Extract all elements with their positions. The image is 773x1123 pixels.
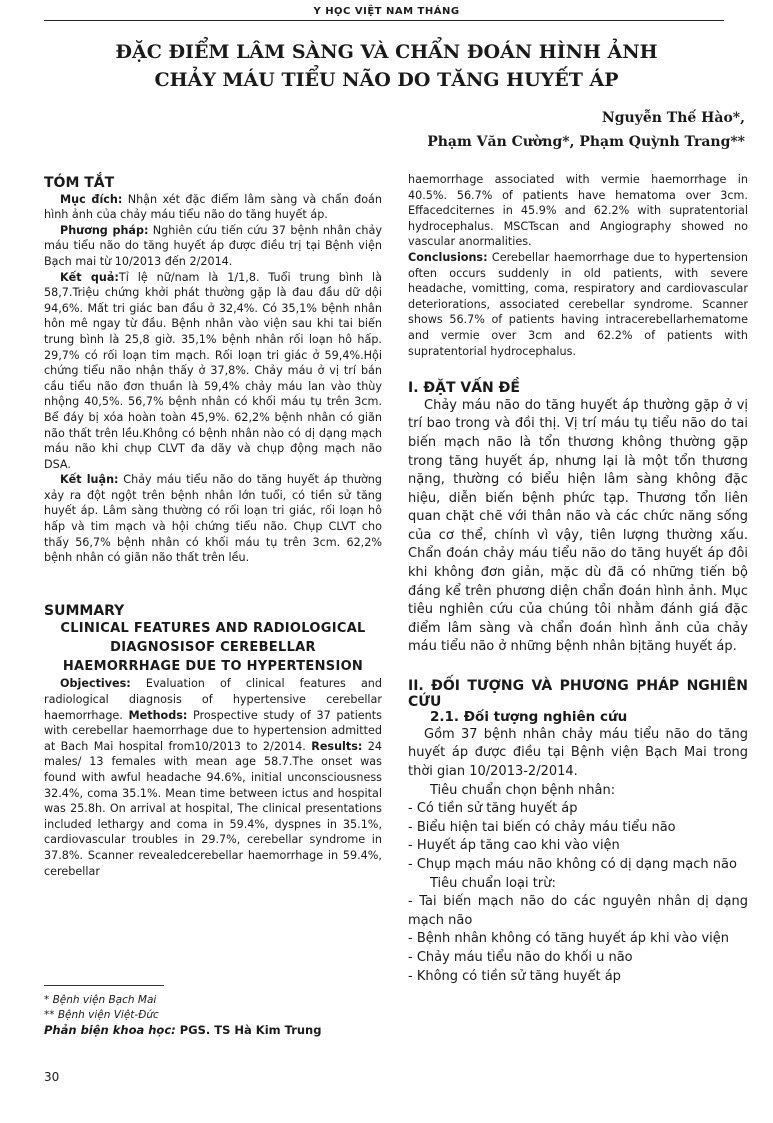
- footnote-rule: [44, 985, 164, 986]
- title-line-2: CHẢY MÁU TIỂU NÃO DO TĂNG HUYẾT ÁP: [154, 69, 619, 91]
- vn-method-label: Phương pháp:: [60, 223, 149, 237]
- section-2-1-heading: 2.1. Đối tượng nghiên cứu: [430, 709, 628, 726]
- vn-method: [44, 223, 382, 270]
- en-conclusions: [408, 250, 748, 359]
- exclusion-item: - Không có tiền sử tăng huyết áp: [408, 968, 621, 984]
- vn-results-text: Tỉ lệ nữ/nam là 1/1,8. Tuổi trung bình là 58,7.Triệu chứng khởi phát thường gặp là đau đầu dữ dội 94,6%. Mất tri giác ban đầu ở 32,4%. Có 35,1% bệnh nhân hôn mê ngay từ đầu. Bệnh nhân vào viện sau khi tai biến trung bình là 25,8 giờ. 35,1% bệnh nhân rối loạn hô hấp. 29,7% có rối loạn tim mạch. Rối loạn tri giác ở 59,4%.Hội chứng tiểu não nhận thấy ở 37,8%. Chảy máu ở vị trí bán cầu tiểu não đơn thuần là 59,4% chảy máu lan vào thùy nhộng 40,5%. 56,7% bệnh nhân có khối máu tụ trên 3cm. Bể đáy bị xóa hoàn toàn 45,9%. 62,2% bệnh nhân có giãn não thất trên lều.Không có bệnh nhân nào có dị dạng mạch máu não khi chụp CLVT đa dãy và chụp động mạch não DSA.: [44, 270, 382, 471]
- footnote-2: ** Bệnh viện Việt-Đức: [44, 1009, 159, 1021]
- en-methods-label: Methods:: [128, 708, 188, 722]
- en-conclusions-label: Conclusions:: [408, 250, 488, 264]
- en-objectives: [44, 676, 382, 879]
- en-title-line-1: CLINICAL FEATURES AND RADIOLOGICAL: [60, 621, 366, 637]
- inclusion-item: - Biểu hiện tai biến có chảy máu tiểu não: [408, 819, 676, 835]
- vn-objective-label: Mục đích:: [60, 192, 123, 206]
- vn-objective: [44, 192, 382, 223]
- vn-results: [44, 270, 382, 473]
- en-objectives-text: Evaluation of clinical features and radiological diagnosis of hypertensive cerebellar haemorrhage.: [44, 677, 382, 722]
- vn-method-text: Nghiên cứu tiến cứu 37 bệnh nhân chảy máu tiểu não do tăng huyết áp được điều trị tại Bệnh viện Bạch mai từ 10/2013 đến 2/2014.: [44, 223, 382, 268]
- header-rule: [44, 20, 724, 21]
- exclusion-item: - Chảy máu tiểu não do khối u não: [408, 949, 633, 965]
- inclusion-item: - Chụp mạch máu não không có dị dạng mạch não: [408, 856, 737, 872]
- en-objectives-label: Objectives:: [60, 677, 131, 691]
- vn-abstract-heading: TÓM TẮT: [44, 175, 115, 191]
- right-column: [408, 172, 748, 986]
- footnote-1: * Bệnh viện Bạch Mai: [44, 994, 157, 1006]
- article-title: [0, 38, 773, 94]
- en-abstract-heading: SUMMARY: [44, 602, 125, 619]
- inclusion-item: - Có tiền sử tăng huyết áp: [408, 801, 578, 817]
- en-title-line-2: DIAGNOSISOF CEREBELLAR: [110, 640, 316, 656]
- section-2-intro: Gồm 37 bệnh nhân chảy máu tiểu não do tăng huyết áp được điều tại Bệnh viện Bạch Mai trong thời gian 10/2013-2/2014.: [408, 726, 748, 779]
- section-1-text: Chảy máu não do tăng huyết áp thường gặp ở vị trí bao trong và đồi thị. Vị trí máu tụ tiểu não do tai biến mạch não là tổn thương không thường gặp trong tăng huyết áp, nhưng lại là một tổn thương nặng, thường có biểu hiện lâm sàng không đặc hiệu, diễn biến bệnh phức tạp. Thương tổn liên quan chặt chẽ với thân não và các chức năng sống của cơ thể, chính vì vậy, tiên lượng thường xấu. Chẩn đoán chảy máu tiểu não do tăng huyết áp đôi khi không đơn giản, mặc dù đã có những tiến bộ đáng kể trên phương diện chẩn đoán hình ảnh. Mục tiêu nghiên cứu của chúng tôi nhằm đánh giá đặc điểm lâm sàng và chẩn đoán hình ảnh của chảy máu tiểu não ở những bệnh nhân bịtăng huyết áp.: [408, 397, 748, 655]
- page-number: 30: [44, 1070, 60, 1084]
- en-methods-text: Prospective study of 37 patients with cerebellar haemorrhage due to hypertension admitted at Bach Mai hospital from10/2013 to 2/2014.: [44, 708, 382, 753]
- vn-conclusion-text: Chảy máu tiểu não do tăng huyết áp thường xảy ra đột ngột trên bệnh nhân lớn tuổi, có tiền sử tăng huyết áp. Lâm sàng thường có rối loạn tri giác, rối loạn hô hấp và tim mạch và hội chứng tiểu não. Chụp CLVT cho thấy 56,7% bệnh nhân có khối máu tụ trên 3cm. 62,2% bệnh nhân có giãn não thất trên lều.: [44, 473, 382, 565]
- left-column: [44, 176, 382, 879]
- en-results-text-left: 24 males/ 13 females with mean age 58.7.The onset was found with awful headache 94.6%, initial unconsciousness 32.4%, coma 35.1%. Mean time between ictus and hospital was 25.8h. On arrival at hospital, The clinical presentations included lethargy and coma in 59.4%, dyspnes in 35.1%, cardiovascular troubles in 29.7%, cerebellar syndrome in 37.8%. Scanner revealedcerebellar haemorrhage in 59.4%, cerebellar: [44, 739, 382, 878]
- vn-results-label: Kết quả:: [60, 270, 119, 284]
- inclusion-heading: Tiêu chuẩn chọn bệnh nhân:: [430, 782, 616, 798]
- vn-conclusion-label: Kết luận:: [60, 473, 119, 487]
- exclusion-heading: Tiêu chuẩn loại trừ:: [430, 875, 556, 891]
- reviewer-name: PGS. TS Hà Kim Trung: [175, 1023, 322, 1037]
- section-2-heading: II. ĐỐI TƯỢNG VÀ PHƯƠNG PHÁP NGHIÊN CỨU: [408, 678, 748, 710]
- exclusion-item: - Bệnh nhân không có tăng huyết áp khi vào viện: [408, 931, 729, 947]
- vn-objective-text: Nhận xét đặc điểm lâm sàng và chẩn đoán hình ảnh của chảy máu tiểu não do tăng huyết áp.: [44, 192, 382, 222]
- en-conclusions-text: Cerebellar haemorrhage due to hypertension often occurs suddenly in old patients, with severe headache, vomitting, coma, respiratory and cardiovascular deteriorations, associated cerebellar syndrome. Scanner shows 56.7% of patients having intracerebellarhematome and vermie over 3cm and 62.2% of patients with supratentorial hydrocephalus.: [408, 250, 748, 358]
- journal-header: Y HỌC VIỆT NAM THÁNG: [313, 6, 460, 17]
- author-line-2: Phạm Văn Cường*, Phạm Quỳnh Trang**: [427, 134, 745, 150]
- author-line-1: Nguyễn Thế Hào*,: [601, 110, 745, 126]
- inclusion-item: - Huyết áp tăng cao khi vào viện: [408, 838, 620, 854]
- reviewer-label: Phản biện khoa học:: [44, 1023, 176, 1037]
- exclusion-item: - Tai biến mạch não do các nguyên nhân dị dạng mạch não: [408, 894, 748, 928]
- title-line-1: ĐẶC ĐIỂM LÂM SÀNG VÀ CHẨN ĐOÁN HÌNH ẢNH: [115, 41, 658, 63]
- en-results-text-right: haemorrhage associated with vermie haemorrhage in 40.5%. 56.7% of patients have hematoma over 3cm. Effacedciternes in 45.9% and 62.2% with supratentorial hydrocephalus. MSCTscan and Angiography showed no vascular anormalities.: [408, 173, 748, 249]
- vn-conclusion: [44, 472, 382, 566]
- section-1-heading: I. ĐẶT VẤN ĐỀ: [408, 380, 520, 397]
- en-results-label: Results:: [311, 739, 363, 753]
- en-title-line-3: HAEMORRHAGE DUE TO HYPERTENSION: [62, 659, 364, 675]
- footnotes: [44, 993, 321, 1038]
